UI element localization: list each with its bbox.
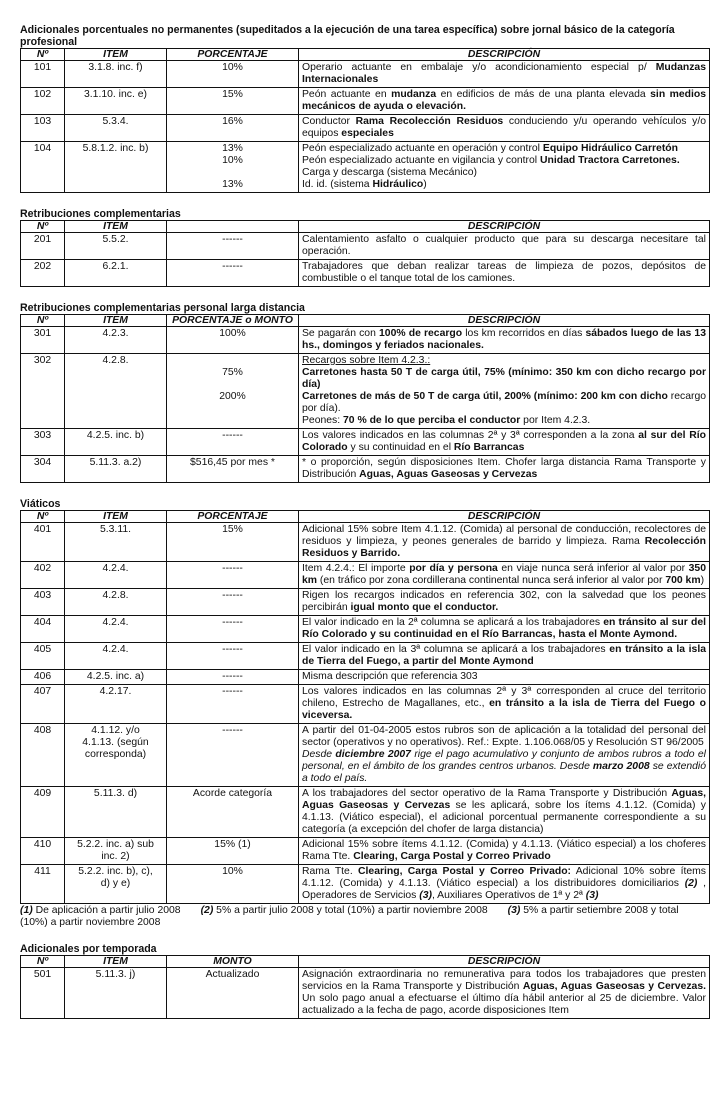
text-run: Clearing, Carga Postal y Correo Privado [353,851,551,862]
row-item: 4.2.4. [65,643,167,670]
text-run: 350 km [302,563,706,586]
text-run: se extendió a todo el país. [302,761,706,784]
row-number: 101 [21,61,65,88]
row-item: 5.5.2. [65,233,167,260]
text-run: 700 km [665,575,701,586]
section [20,943,712,1019]
row-item: 4.2.8. [65,354,167,429]
text-run: Adicional 10% sobre ítems 4.1.12. (Comida) y 4.1.13. (Viático especial) a los distribuidores domiciliarios [302,866,706,889]
row-percentage: 10% [167,61,299,88]
row-number: 302 [21,354,65,429]
section-gap [20,483,712,498]
text-run: Peón actuante en [302,89,392,100]
row-description [299,61,710,88]
text-run: Misma descripción que referencia 303 [302,671,478,682]
row-item: 5.11.3. a.2) [65,456,167,483]
text-run: especiales [341,128,394,139]
text-run: en tránsito a la isla de Tierra del Fuego o viceversa. [302,698,706,721]
footnote-text: De aplicación a partir julio 2008 [32,905,181,916]
section-title: Viáticos [20,498,61,510]
sections-container [20,24,712,1019]
table-row [21,327,710,354]
text-run: Se pagarán con [302,328,380,339]
column-header: Nº [21,221,65,233]
section-table [20,955,710,1019]
footnote-item [201,905,488,916]
row-item: 4.2.8. [65,589,167,616]
row-percentage: ------ [167,260,299,287]
table-row [21,260,710,287]
row-percentage: 10% [167,865,299,904]
row-description [299,787,710,838]
text-run: Mudanzas Internacionales [302,62,706,85]
footnote-text: 5% a partir setiembre 2008 y total (10%) a partir noviembre 2008 [20,905,679,928]
section [20,208,712,287]
section-gap [20,193,712,208]
header-row [21,221,710,233]
column-header: PORCENTAJE o MONTO [167,315,299,327]
row-item: 5.3.11. [65,523,167,562]
table-row [21,88,710,115]
text-run: Hidráulico [372,179,424,190]
header-row [21,511,710,523]
column-header: ITEM [65,315,167,327]
footnotes [20,905,709,929]
text-run: El valor indicado en la 3ª columna se aplicará a los trabajadores [302,644,610,655]
text-run: Equipo Hidráulico Carretón [542,143,678,154]
row-percentage: 100% [167,327,299,354]
row-percentage: ------ [167,562,299,589]
column-header: ITEM [65,49,167,61]
row-number: 404 [21,616,65,643]
row-description [299,685,710,724]
text-run: Operario actuante en embalaje y/o acondicionamiento especial p/ [302,62,656,73]
column-header: DESCRIPCIÓN [299,956,710,968]
table-row [21,616,710,643]
footnote-text: 5% a partir julio 2008 y total (10%) a partir noviembre 2008 [213,905,488,916]
column-header [167,221,299,233]
row-description [299,354,710,429]
text-run: en tránsito al sur del Río Colorado y su continuidad en el Río Barrancas, hasta el Monte Aymond. [302,617,707,640]
row-number: 201 [21,233,65,260]
text-run: rige el pago acumulativo y conjunto de ambos rubros a todo el personal, en el ámbito de los grandes centros urbanos. Desde [302,749,706,772]
text-run: igual monto que el conductor. [350,602,499,613]
row-item: 5.3.4. [65,115,167,142]
footnote-mark: (3) [507,905,521,916]
row-item: 4.2.5. inc. b) [65,429,167,456]
text-run: se les aplicará, sobre los ítems 4.1.12. (Comida) y 4.1.13. (Viático especial), el adicional porcentual permanente correspondiente a su categoría (a excepción del chofer de larga distancia) [302,800,706,835]
column-header: DESCRIPCIÓN [299,511,710,523]
text-run: * o proporción, según disposiciones Item. Chofer larga distancia Rama Transporte y Distribución [302,457,706,480]
text-run: Desde [302,749,336,760]
text-run: Calentamiento asfalto o cualquier producto que para su descarga necesitare tal operación. [302,234,706,257]
text-run: ) [423,179,427,190]
row-item: 4.2.17. [65,685,167,724]
row-percentage: ------ [167,616,299,643]
row-percentage: ------ [167,685,299,724]
text-run: en tránsito a la isla de Tierra del Fuego, a partir del Monte Aymond [302,644,706,667]
text-run: Conductor [302,116,356,127]
text-run: Los valores indicados en las columnas 2ª y 3ª corresponden al cruce del territorio chileno, Estrecho de Magallanes, etc., [302,686,706,709]
table-row [21,724,710,787]
table-row [21,115,710,142]
row-percentage: $516,45 por mes * [167,456,299,483]
section-table [20,314,710,483]
text-run: Aguas, Aguas Gaseosas y Cervezas. [522,981,706,992]
table-row [21,685,710,724]
text-run: Río Barrancas [453,442,525,453]
text-run: , Auxiliares Operativos de 1ª y 2ª [431,890,586,901]
column-header: Nº [21,315,65,327]
column-header: Nº [21,511,65,523]
row-item: 5.2.2. inc. a) sub inc. 2) [65,838,167,865]
row-percentage: 15% [167,88,299,115]
column-header: ITEM [65,221,167,233]
section [20,302,712,483]
row-number: 410 [21,838,65,865]
section-gap [20,929,712,943]
row-item: 5.11.3. j) [65,968,167,1019]
text-run: Aguas, Aguas Gaseosas y Cervezas [359,469,538,480]
row-item: 6.2.1. [65,260,167,287]
column-header: Nº [21,956,65,968]
footnote-mark: (1) [20,905,33,916]
text-run: mudanza [391,89,437,100]
row-percentage: 13% 10% 13% [167,142,299,193]
text-run: Rama Tte. [302,866,359,877]
row-number: 409 [21,787,65,838]
column-header: ITEM [65,956,167,968]
section-gap [20,287,712,302]
row-number: 103 [21,115,65,142]
row-percentage: 16% [167,115,299,142]
column-header: DESCRIPCIÓN [299,315,710,327]
row-description [299,260,710,287]
table-row [21,61,710,88]
row-description [299,724,710,787]
column-header: PORCENTAJE [167,511,299,523]
row-percentage: ------ [167,724,299,787]
row-number: 301 [21,327,65,354]
text-run: , Operadores de Servicios [302,878,706,901]
text-run: Un solo pago anual a efectuarse el último día hábil anterior al 25 de diciembre. Valor actualizado a la fecha de pago, acorde disposiciones Item [302,993,706,1016]
row-description [299,562,710,589]
section-table [20,48,710,193]
text-run: Adicional 15% sobre ítems 4.1.12. (Comida) y 4.1.13. (Viático especial) a los choferes Rama Tte. [302,839,706,862]
text-run: Rigen los recargos indicados en referencia 302, con la salvedad que los peones percibirán [302,590,706,613]
row-description [299,115,710,142]
text-run: Clearing, Carga Postal y Correo Privado: [358,866,572,877]
row-percentage: Acorde categoría [167,787,299,838]
row-percentage: 15% [167,523,299,562]
row-number: 405 [21,643,65,670]
text-run: Los valores indicados en las columnas 2ª y 3ª corresponden a la zona [302,430,639,441]
text-run: Adicional 15% sobre Item 4.1.12. (Comida) al personal de conducción, recolectores de residuos y limpieza, y peones generales de barrido y limpieza. Rama [302,524,706,547]
row-item: 4.2.3. [65,327,167,354]
table-row [21,968,710,1019]
row-number: 303 [21,429,65,456]
column-header: DESCRIPCIÓN [299,49,710,61]
row-description [299,142,710,193]
table-row [21,354,710,429]
text-run: 70 % de lo que perciba el conductor [343,415,521,426]
row-description [299,233,710,260]
table-row [21,142,710,193]
table-row [21,589,710,616]
row-description [299,838,710,865]
text-run: Item 4.2.4.: El importe [302,563,410,574]
row-percentage: ------ [167,643,299,670]
header-row [21,49,710,61]
table-row [21,643,710,670]
row-item: 4.2.5. inc. a) [65,670,167,685]
column-header: Nº [21,49,65,61]
row-item: 3.1.10. inc. e) [65,88,167,115]
row-description [299,670,710,685]
text-run: y su continuidad en el [347,442,454,453]
table-row [21,562,710,589]
row-description [299,643,710,670]
row-description [299,865,710,904]
section-title: Retribuciones complementarias [20,208,181,220]
text-run: (en tráfico por zona cordillerana continental nunca será inferior al valor por [317,575,666,586]
text-run: Rama Recolección Residuos [355,116,504,127]
column-header: MONTO [167,956,299,968]
row-number: 406 [21,670,65,685]
text-run: Carretones de más de 50 T de carga útil, 200% (mínimo: 200 km con dicho [302,391,668,402]
section-title: Adicionales porcentuales no permanentes (supeditados a la ejecución de una tarea específica) sobre jornal básico de la categoría profesional [20,24,675,48]
row-description [299,88,710,115]
row-percentage: ------ [167,233,299,260]
row-number: 403 [21,589,65,616]
table-row [21,865,710,904]
text-run: marzo 2008 [592,761,650,772]
text-run: (2) [684,878,698,889]
text-run: conduciendo y/u operando vehículos y/o equipos [302,116,706,139]
table-row [21,456,710,483]
row-number: 411 [21,865,65,904]
text-run: Recolección Residuos y Barrido. [302,536,706,559]
row-description [299,523,710,562]
row-description [299,589,710,616]
text-run: A los trabajadores del sector operativo de la Rama Transporte y Distribución [302,788,672,799]
text-run: Peón especializado actuante en vigilancia y control [302,155,538,166]
section [20,24,712,193]
text-run: ) [700,575,705,586]
text-run: Carretones hasta 50 T de carga útil, 75% (mínimo: 350 km con dicho recargo por día) [302,367,706,390]
text-run: al sur del Río Colorado [302,430,707,453]
row-item: 5.2.2. inc. b), c), d) y e) [65,865,167,904]
text-run: (3) [585,890,599,901]
row-description [299,327,710,354]
row-number: 104 [21,142,65,193]
row-number: 202 [21,260,65,287]
row-item: 5.11.3. d) [65,787,167,838]
header-row [21,956,710,968]
text-run: Asignación extraordinaria no remunerativa para todos los trabajadores que presten servicios en la Rama Transporte y Distribución [302,969,706,992]
row-percentage: 15% (1) [167,838,299,865]
text-run: Unidad Tractora Carretones. [539,155,680,166]
row-percentage: 75% 200% [167,354,299,429]
row-item: 4.1.12. y/o 4.1.13. (según corresponda) [65,724,167,787]
text-run: en edificios de más de una planta elevada [436,89,651,100]
header-row [21,315,710,327]
table-row [21,429,710,456]
text-run: (3) [419,890,432,901]
row-description [299,968,710,1019]
row-percentage: Actualizado [167,968,299,1019]
section-title: Adicionales por temporada [20,943,157,955]
text-run: por Item 4.2.3. [520,415,591,426]
text-run: 100% de recargo [379,328,463,339]
text-run: recargo por día). Peones: [302,391,707,426]
section-table [20,220,710,287]
text-run: El valor indicado en la 2ª columna se aplicará a los trabajadores [302,617,604,628]
text-run: en viaje nunca será inferior al valor por [497,563,689,574]
table-row [21,233,710,260]
table-row [21,787,710,838]
row-item: 4.2.4. [65,562,167,589]
section-title: Retribuciones complementarias personal larga distancia [20,302,305,314]
text-run: los km recorridos en días [462,328,586,339]
text-run: Recargos sobre Item 4.2.3.: [302,355,431,366]
text-run: sábados luego de las 13 hs., domingos y feriados nacionales. [302,328,706,351]
column-header: ITEM [65,511,167,523]
row-description [299,456,710,483]
text-run: A partir del 01-04-2005 estos rubros son de aplicación a la totalidad del personal del sector (operativos y no operativos). Ref.: Expte. 1.106.068/05 y Resolución ST 96/2005 [302,725,706,748]
column-header: PORCENTAJE [167,49,299,61]
row-number: 102 [21,88,65,115]
table-row [21,838,710,865]
row-percentage: ------ [167,589,299,616]
row-description [299,429,710,456]
row-item: 3.1.8. inc. f) [65,61,167,88]
text-run: Carga y descarga (sistema Mecánico) Id. id. (sistema [302,167,477,190]
text-run: Trabajadores que deban realizar tareas de limpieza de pozos, depósitos de combustible o el tanque total de los camiones. [302,261,706,284]
text-run: Aguas, Aguas Gaseosas y Cervezas [302,788,706,811]
row-number: 501 [21,968,65,1019]
section [20,498,712,929]
section-table [20,510,710,904]
row-percentage: ------ [167,429,299,456]
footnote-item [20,905,181,916]
row-number: 401 [21,523,65,562]
text-run: sin medios mecánicos de ayuda o elevación. [302,89,707,112]
row-number: 407 [21,685,65,724]
row-number: 402 [21,562,65,589]
text-run: por día y persona [409,563,498,574]
row-percentage: ------ [167,670,299,685]
text-run: diciembre 2007 [335,749,411,760]
row-number: 304 [21,456,65,483]
row-item: 4.2.4. [65,616,167,643]
table-row [21,523,710,562]
table-row [21,670,710,685]
text-run: Peón especializado actuante en operación y control [302,143,543,154]
row-description [299,616,710,643]
row-item: 5.8.1.2. inc. b) [65,142,167,193]
column-header: DESCRIPCIÓN [299,221,710,233]
footnote-mark: (2) [200,905,214,916]
row-number: 408 [21,724,65,787]
